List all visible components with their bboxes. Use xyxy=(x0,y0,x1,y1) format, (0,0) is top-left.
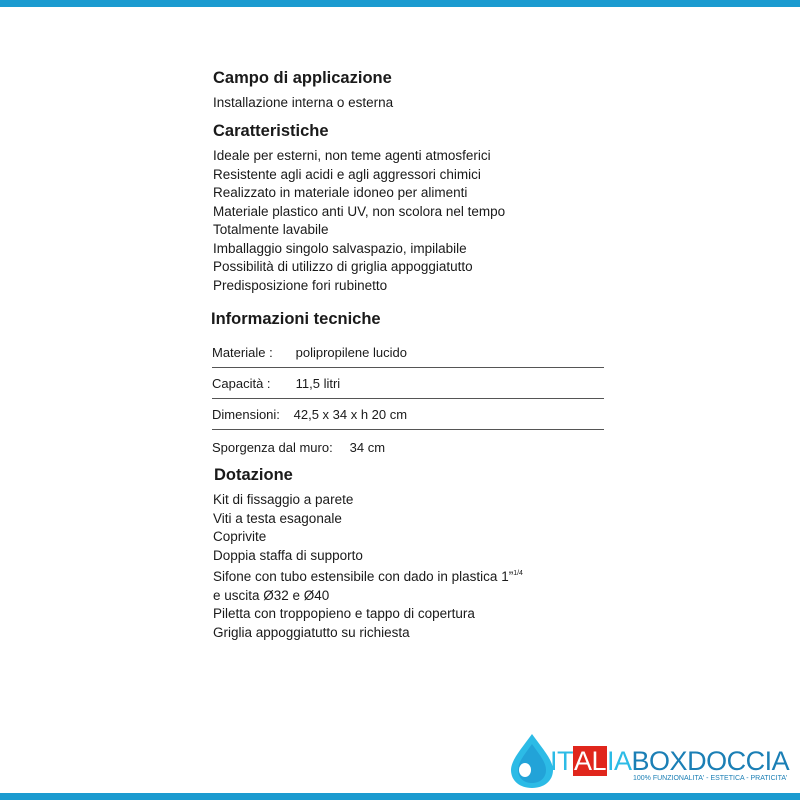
spec-row-materiale xyxy=(212,345,604,360)
row-divider xyxy=(212,429,604,430)
campo-text: Installazione interna o esterna xyxy=(213,95,394,110)
spec-value: 42,5 x 34 x h 20 cm xyxy=(293,407,408,422)
logo-tagline: 100% FUNZIONALITA' - ESTETICA - PRATICITA' xyxy=(633,775,788,782)
list-item: Possibilità di utilizzo di griglia appoggiatutto xyxy=(213,259,473,274)
list-item: Ideale per esterni, non teme agenti atmosferici xyxy=(213,148,491,163)
list-item: Imballaggio singolo salvaspazio, impilabile xyxy=(213,240,467,256)
spec-row-sporgenza xyxy=(212,440,604,455)
section-title-campo: Campo di applicazione xyxy=(213,69,392,87)
list-item-sifone xyxy=(213,565,523,587)
row-divider xyxy=(212,398,604,399)
spec-value: 34 cm xyxy=(349,440,386,455)
spec-row-capacita xyxy=(212,376,604,391)
list-item: Doppia staffa di supporto xyxy=(213,547,363,563)
top-accent-bar xyxy=(0,0,800,7)
sifone-text: Sifone con tubo estensibile con dado in plastica 1” xyxy=(213,569,514,584)
list-item: Materiale plastico anti UV, non scolora nel tempo xyxy=(213,203,506,219)
spec-label: Materiale : xyxy=(212,345,273,360)
logo-part-boxdoccia: BOXDOCCIA xyxy=(631,746,790,776)
italiaboxdoccia-logo xyxy=(506,732,800,792)
list-item: Predisposizione fori rubinetto xyxy=(213,277,388,293)
logo-part-ia: IA xyxy=(607,746,632,776)
logo-part-it: IT xyxy=(550,746,573,776)
list-item: Piletta con troppopieno e tappo di copertura xyxy=(213,606,475,621)
spec-value: polipropilene lucido xyxy=(295,345,407,360)
logo-wordmark xyxy=(550,746,789,777)
bottom-accent-bar xyxy=(0,793,800,800)
list-item: Viti a testa esagonale xyxy=(213,510,342,526)
section-title-info: Informazioni tecniche xyxy=(211,310,381,328)
list-item: Realizzato in materiale idoneo per alimenti xyxy=(213,185,468,200)
logo-part-al: AL xyxy=(574,746,607,776)
list-item: e uscita Ø32 e Ø40 xyxy=(213,587,330,603)
spec-row-dimensioni xyxy=(212,407,604,422)
caratteristiche-list xyxy=(213,147,505,295)
list-item: Kit di fissaggio a parete xyxy=(213,492,354,507)
section-title-caratteristiche: Caratteristiche xyxy=(213,122,329,140)
sifone-superscript: 1/4 xyxy=(513,570,523,577)
spec-value: 11,5 litri xyxy=(295,376,341,391)
dotazione-list xyxy=(213,491,523,642)
list-item: Resistente agli acidi e agli aggressori chimici xyxy=(213,166,481,182)
row-divider xyxy=(212,367,604,368)
list-item: Totalmente lavabile xyxy=(213,222,329,237)
spec-label: Sporgenza dal muro: xyxy=(212,440,333,455)
spec-label: Capacità : xyxy=(212,376,271,391)
spec-label: Dimensioni: xyxy=(212,407,280,422)
section-title-dotazione: Dotazione xyxy=(214,466,293,484)
list-item: Coprivite xyxy=(213,529,267,544)
list-item: Griglia appoggiatutto su richiesta xyxy=(213,624,410,640)
